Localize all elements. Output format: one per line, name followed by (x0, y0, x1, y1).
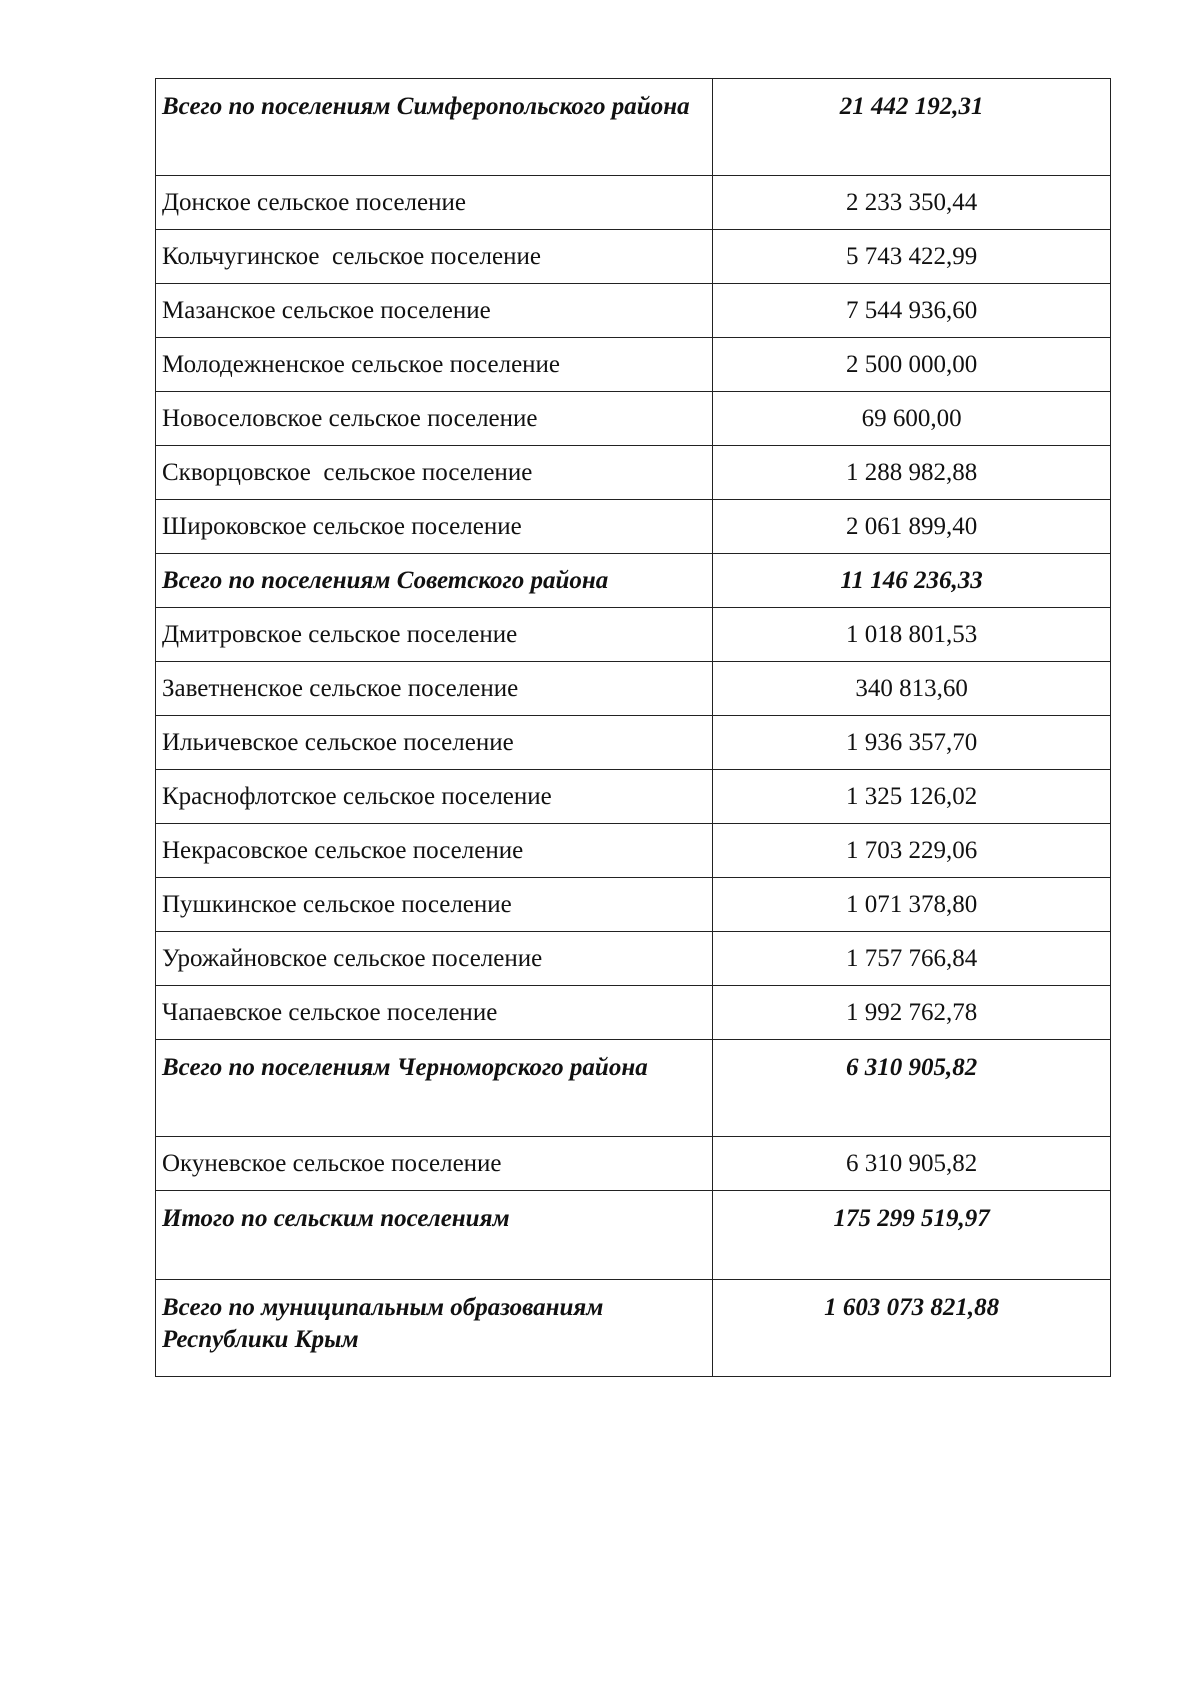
table-row (156, 176, 1111, 230)
amount-cell: 2 500 000,00 (713, 338, 1111, 392)
table-row (156, 284, 1111, 338)
settlement-name-cell: Всего по поселениям Советского района (156, 554, 713, 608)
amount-cell: 69 600,00 (713, 392, 1111, 446)
settlement-name-cell: Широковское сельское поселение (156, 500, 713, 554)
settlement-name-cell: Кольчугинское сельское поселение (156, 230, 713, 284)
settlement-name-cell: Ильичевское сельское поселение (156, 716, 713, 770)
table-row-total (156, 1040, 1111, 1137)
amount-cell: 2 233 350,44 (713, 176, 1111, 230)
amount-cell: 11 146 236,33 (713, 554, 1111, 608)
table-row (156, 1137, 1111, 1191)
settlement-name-cell: Всего по поселениям Симферопольского района (156, 79, 713, 176)
table-row (156, 986, 1111, 1040)
settlement-name-cell: Урожайновское сельское поселение (156, 932, 713, 986)
table-row-total (156, 1191, 1111, 1280)
settlement-name-cell: Итого по сельским поселениям (156, 1191, 713, 1280)
settlement-name-cell: Мазанское сельское поселение (156, 284, 713, 338)
settlements-budget-table (155, 78, 1111, 1377)
amount-cell: 340 813,60 (713, 662, 1111, 716)
amount-cell: 175 299 519,97 (713, 1191, 1111, 1280)
table-row (156, 446, 1111, 500)
table-row (156, 662, 1111, 716)
table-row (156, 230, 1111, 284)
amount-cell: 1 703 229,06 (713, 824, 1111, 878)
table-row (156, 824, 1111, 878)
table-row (156, 716, 1111, 770)
settlement-name-cell: Всего по муниципальным образованиям Республики Крым (156, 1280, 713, 1377)
amount-cell: 7 544 936,60 (713, 284, 1111, 338)
table-row (156, 878, 1111, 932)
table-row (156, 770, 1111, 824)
settlement-name-cell: Некрасовское сельское поселение (156, 824, 713, 878)
settlement-name-cell: Молодежненское сельское поселение (156, 338, 713, 392)
amount-cell: 1 757 766,84 (713, 932, 1111, 986)
settlement-name-cell: Донское сельское поселение (156, 176, 713, 230)
table-row (156, 608, 1111, 662)
settlement-name-cell: Краснофлотское сельское поселение (156, 770, 713, 824)
settlement-name-cell: Скворцовское сельское поселение (156, 446, 713, 500)
amount-cell: 1 936 357,70 (713, 716, 1111, 770)
amount-cell: 1 288 982,88 (713, 446, 1111, 500)
amount-cell: 6 310 905,82 (713, 1040, 1111, 1137)
table-row (156, 338, 1111, 392)
table-row-total (156, 79, 1111, 176)
table-row (156, 500, 1111, 554)
table-row (156, 392, 1111, 446)
amount-cell: 1 071 378,80 (713, 878, 1111, 932)
settlement-name-cell: Новоселовское сельское поселение (156, 392, 713, 446)
table-row-total (156, 554, 1111, 608)
settlement-name-cell: Всего по поселениям Черноморского района (156, 1040, 713, 1137)
amount-cell: 21 442 192,31 (713, 79, 1111, 176)
amount-cell: 6 310 905,82 (713, 1137, 1111, 1191)
settlement-name-cell: Чапаевское сельское поселение (156, 986, 713, 1040)
amount-cell: 1 992 762,78 (713, 986, 1111, 1040)
table-row (156, 932, 1111, 986)
settlement-name-cell: Пушкинское сельское поселение (156, 878, 713, 932)
amount-cell: 1 018 801,53 (713, 608, 1111, 662)
settlement-name-cell: Заветненское сельское поселение (156, 662, 713, 716)
table-row-total (156, 1280, 1111, 1377)
settlement-name-cell: Дмитровское сельское поселение (156, 608, 713, 662)
settlement-name-cell: Окуневское сельское поселение (156, 1137, 713, 1191)
amount-cell: 1 603 073 821,88 (713, 1280, 1111, 1377)
amount-cell: 5 743 422,99 (713, 230, 1111, 284)
amount-cell: 1 325 126,02 (713, 770, 1111, 824)
amount-cell: 2 061 899,40 (713, 500, 1111, 554)
